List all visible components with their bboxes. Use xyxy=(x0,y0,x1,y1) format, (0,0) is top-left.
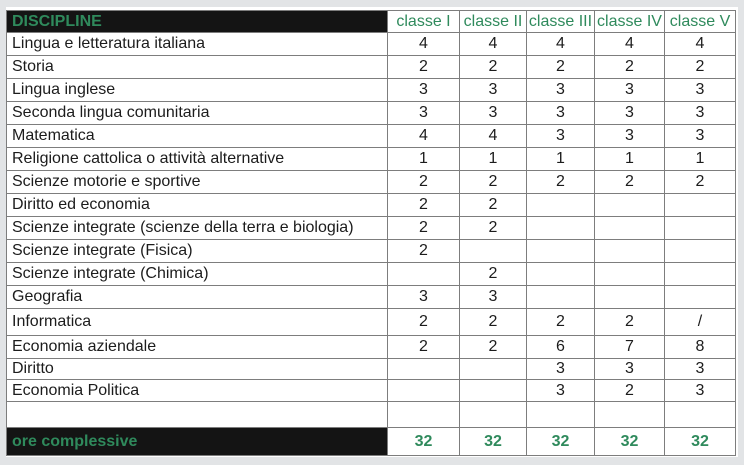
header-classe-3: classe III xyxy=(527,11,595,33)
hours-cell-classe-5 xyxy=(665,217,736,240)
subject-name: Geografia xyxy=(7,286,388,309)
header-classe-2: classe II xyxy=(460,11,527,33)
hours-cell-classe-2: 2 xyxy=(460,217,527,240)
table-row xyxy=(7,194,736,217)
subject-name: Economia Politica xyxy=(7,380,388,402)
hours-cell-classe-4: 2 xyxy=(595,56,665,79)
hours-cell-classe-3 xyxy=(527,286,595,309)
table-row xyxy=(7,79,736,102)
hours-cell-classe-3: 2 xyxy=(527,171,595,194)
hours-cell-classe-2: 1 xyxy=(460,148,527,171)
hours-cell-classe-5: 8 xyxy=(665,336,736,359)
hours-cell-classe-2: 2 xyxy=(460,263,527,286)
hours-cell-classe-5: / xyxy=(665,309,736,336)
total-hours-classe-2: 32 xyxy=(460,428,527,456)
hours-cell-classe-2: 2 xyxy=(460,194,527,217)
hours-cell-classe-2: 2 xyxy=(460,56,527,79)
table-row xyxy=(7,263,736,286)
subject-name: Diritto ed economia xyxy=(7,194,388,217)
hours-cell-classe-1: 2 xyxy=(388,309,460,336)
hours-cell-classe-2: 3 xyxy=(460,79,527,102)
subject-name: Religione cattolica o attività alternative xyxy=(7,148,388,171)
curriculum-table xyxy=(6,10,736,456)
hours-cell-classe-4 xyxy=(595,217,665,240)
hours-cell-classe-5 xyxy=(665,263,736,286)
hours-cell-classe-2: 2 xyxy=(460,309,527,336)
hours-cell-classe-1: 1 xyxy=(388,148,460,171)
table-row xyxy=(7,240,736,263)
total-hours-classe-5: 32 xyxy=(665,428,736,456)
hours-cell-classe-3 xyxy=(527,217,595,240)
hours-cell-classe-3: 2 xyxy=(527,56,595,79)
hours-cell-classe-1 xyxy=(388,359,460,380)
hours-cell-classe-5: 3 xyxy=(665,380,736,402)
hours-cell-classe-2: 3 xyxy=(460,102,527,125)
table-row xyxy=(7,286,736,309)
hours-cell-classe-3 xyxy=(527,263,595,286)
empty-cell xyxy=(527,402,595,428)
hours-cell-classe-4: 7 xyxy=(595,336,665,359)
total-hours-classe-1: 32 xyxy=(388,428,460,456)
curriculum-table-panel xyxy=(6,7,738,457)
hours-cell-classe-1 xyxy=(388,263,460,286)
subject-name: Seconda lingua comunitaria xyxy=(7,102,388,125)
hours-cell-classe-2 xyxy=(460,240,527,263)
hours-cell-classe-1: 2 xyxy=(388,171,460,194)
hours-cell-classe-2 xyxy=(460,380,527,402)
hours-cell-classe-5: 2 xyxy=(665,171,736,194)
table-row xyxy=(7,336,736,359)
hours-cell-classe-3: 3 xyxy=(527,359,595,380)
hours-cell-classe-1: 3 xyxy=(388,102,460,125)
subject-name: Storia xyxy=(7,56,388,79)
hours-cell-classe-3: 3 xyxy=(527,102,595,125)
table-row xyxy=(7,33,736,56)
hours-cell-classe-5: 4 xyxy=(665,33,736,56)
hours-cell-classe-1: 3 xyxy=(388,79,460,102)
hours-cell-classe-1 xyxy=(388,380,460,402)
hours-cell-classe-3: 4 xyxy=(527,33,595,56)
hours-cell-classe-3: 6 xyxy=(527,336,595,359)
header-classe-5: classe V xyxy=(665,11,736,33)
hours-cell-classe-4: 4 xyxy=(595,33,665,56)
table-row xyxy=(7,102,736,125)
hours-cell-classe-3: 3 xyxy=(527,125,595,148)
subject-name: Lingua inglese xyxy=(7,79,388,102)
total-hours-classe-3: 32 xyxy=(527,428,595,456)
hours-cell-classe-5 xyxy=(665,240,736,263)
total-label: ore complessive xyxy=(7,428,388,456)
hours-cell-classe-2: 4 xyxy=(460,125,527,148)
total-row xyxy=(7,428,736,456)
empty-cell xyxy=(595,402,665,428)
hours-cell-classe-4: 3 xyxy=(595,125,665,148)
subject-name: Informatica xyxy=(7,309,388,336)
hours-cell-classe-5: 3 xyxy=(665,359,736,380)
hours-cell-classe-2: 4 xyxy=(460,33,527,56)
header-classe-4: classe IV xyxy=(595,11,665,33)
table-row xyxy=(7,217,736,240)
hours-cell-classe-1: 2 xyxy=(388,217,460,240)
hours-cell-classe-5 xyxy=(665,286,736,309)
subject-name: Scienze integrate (scienze della terra e biologia) xyxy=(7,217,388,240)
hours-cell-classe-4 xyxy=(595,263,665,286)
hours-cell-classe-1: 2 xyxy=(388,240,460,263)
table-header-row xyxy=(7,11,736,33)
hours-cell-classe-2: 3 xyxy=(460,286,527,309)
hours-cell-classe-4 xyxy=(595,194,665,217)
empty-cell xyxy=(460,402,527,428)
hours-cell-classe-3: 1 xyxy=(527,148,595,171)
hours-cell-classe-5: 3 xyxy=(665,79,736,102)
table-row xyxy=(7,56,736,79)
total-hours-classe-4: 32 xyxy=(595,428,665,456)
hours-cell-classe-2: 2 xyxy=(460,336,527,359)
table-row xyxy=(7,380,736,402)
hours-cell-classe-3 xyxy=(527,240,595,263)
subject-name: Scienze integrate (Fisica) xyxy=(7,240,388,263)
hours-cell-classe-5: 1 xyxy=(665,148,736,171)
hours-cell-classe-3 xyxy=(527,194,595,217)
hours-cell-classe-1: 3 xyxy=(388,286,460,309)
empty-cell xyxy=(7,402,388,428)
hours-cell-classe-4: 3 xyxy=(595,102,665,125)
hours-cell-classe-4: 2 xyxy=(595,309,665,336)
subject-name: Scienze motorie e sportive xyxy=(7,171,388,194)
table-row xyxy=(7,148,736,171)
hours-cell-classe-1: 2 xyxy=(388,336,460,359)
hours-cell-classe-5: 3 xyxy=(665,125,736,148)
table-row xyxy=(7,171,736,194)
hours-cell-classe-3: 3 xyxy=(527,79,595,102)
hours-cell-classe-3: 3 xyxy=(527,380,595,402)
hours-cell-classe-5: 3 xyxy=(665,102,736,125)
empty-cell xyxy=(388,402,460,428)
hours-cell-classe-4 xyxy=(595,286,665,309)
hours-cell-classe-4: 3 xyxy=(595,359,665,380)
subject-name: Lingua e letteratura italiana xyxy=(7,33,388,56)
hours-cell-classe-1: 2 xyxy=(388,194,460,217)
hours-cell-classe-2 xyxy=(460,359,527,380)
hours-cell-classe-1: 4 xyxy=(388,125,460,148)
empty-row xyxy=(7,402,736,428)
table-body xyxy=(7,33,736,456)
table-row xyxy=(7,125,736,148)
subject-name: Scienze integrate (Chimica) xyxy=(7,263,388,286)
hours-cell-classe-2: 2 xyxy=(460,171,527,194)
hours-cell-classe-4: 3 xyxy=(595,79,665,102)
hours-cell-classe-4 xyxy=(595,240,665,263)
header-discipline: DISCIPLINE xyxy=(7,11,388,33)
hours-cell-classe-3: 2 xyxy=(527,309,595,336)
hours-cell-classe-4: 1 xyxy=(595,148,665,171)
hours-cell-classe-1: 2 xyxy=(388,56,460,79)
empty-cell xyxy=(665,402,736,428)
hours-cell-classe-4: 2 xyxy=(595,171,665,194)
hours-cell-classe-5 xyxy=(665,194,736,217)
hours-cell-classe-1: 4 xyxy=(388,33,460,56)
hours-cell-classe-4: 2 xyxy=(595,380,665,402)
header-classe-1: classe I xyxy=(388,11,460,33)
subject-name: Economia aziendale xyxy=(7,336,388,359)
hours-cell-classe-5: 2 xyxy=(665,56,736,79)
subject-name: Diritto xyxy=(7,359,388,380)
subject-name: Matematica xyxy=(7,125,388,148)
table-row xyxy=(7,309,736,336)
table-row xyxy=(7,359,736,380)
